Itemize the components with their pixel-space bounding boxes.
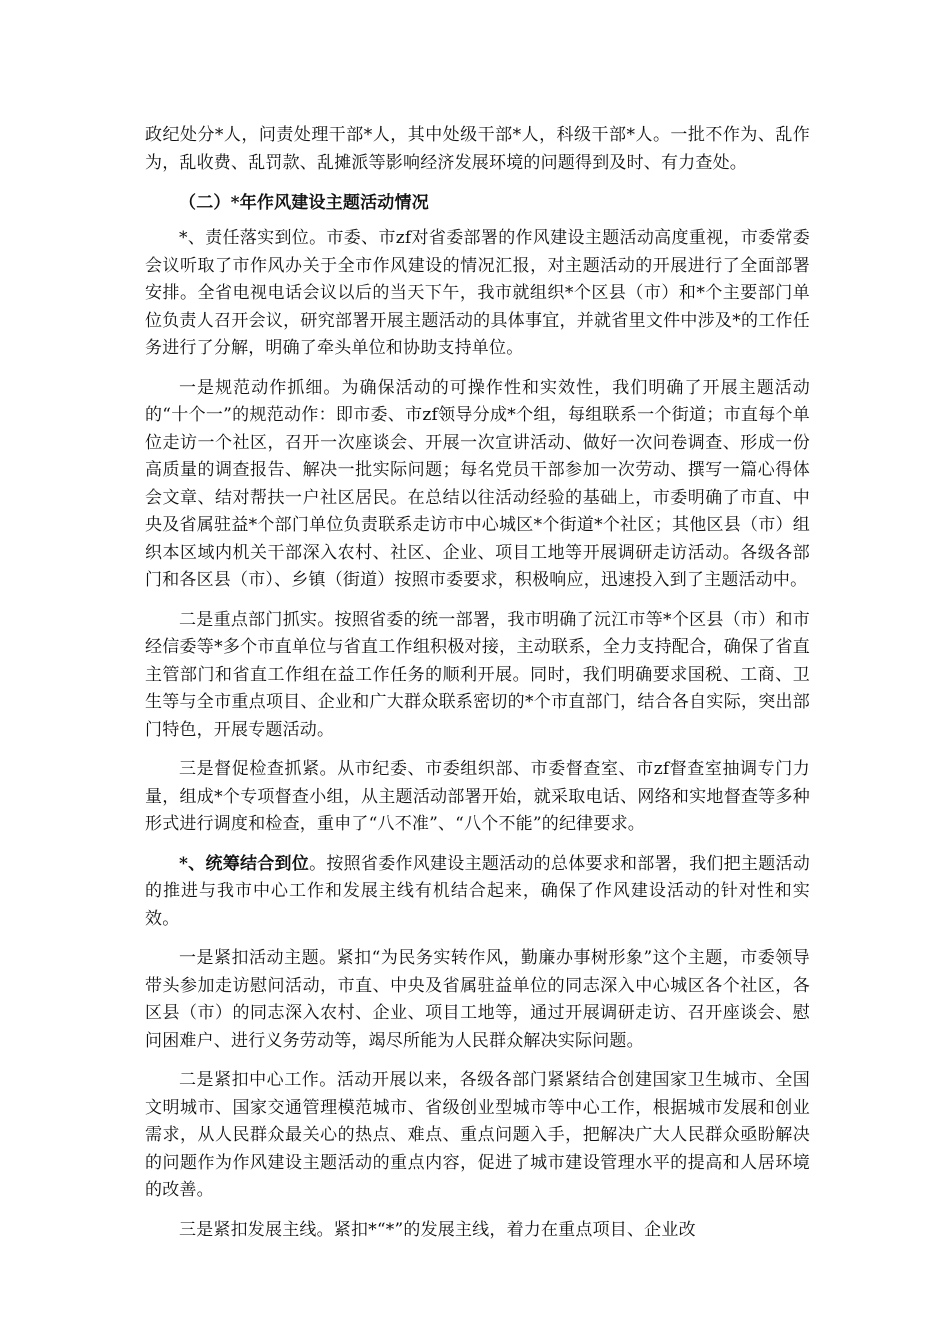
section-heading: （二）*年作风建设主题活动情况 [179, 193, 429, 213]
paragraph-development-mainline: 三是紧扣发展主线。紧扣*“*”的发展主线，着力在重点项目、企业改 [179, 1219, 696, 1240]
paragraph-supervision: 三是督促检查抓紧。从市纪委、市委组织部、市委督查室、市zf督查室抽调专门力量，组成*个专项督查小组，从主题活动部署开始，就采取电话、网络和实地督查等多种形式进行调度和检查，重申了“八不准”、“八个不能”的纪律要求。 [145, 759, 810, 834]
paragraph-coordination [145, 851, 810, 934]
paragraph-central-work: 二是紧扣中心工作。活动开展以来，各级各部门紧紧结合创建国家卫生城市、全国文明城市、国家交通管理模范城市、省级创业型城市等中心工作，根据城市发展和创业需求，从人民群众最关心的热点、难点、重点问题入手，把解决广大人民群众亟盼解决的问题作为作风建设主题活动的重点内容，促进了城市建设管理水平的提高和人居环境的改善。 [145, 1070, 810, 1200]
paragraph-activity-theme: 一是紧扣活动主题。紧扣“为民务实转作风，勤廉办事树形象”这个主题，市委领导带头参加走访慰问活动，市直、中央及省属驻益单位的同志深入中心城区各个社区，各区县（市）的同志深入农村、企业、项目工地等，通过开展调研走访、召开座谈会、慰问困难户、进行义务劳动等，竭尽所能为人民群众解决实际问题。 [145, 948, 810, 1051]
paragraph-coordination-lead: *、统筹结合到位 [179, 853, 310, 874]
document-page [145, 122, 810, 1256]
paragraph-standard-actions: 一是规范动作抓细。为确保活动的可操作性和实效性，我们明确了开展主题活动的“十个一”的规范动作：即市委、市zf领导分成*个组，每组联系一个街道；市直每个单位走访一个社区，召开一次座谈会、开展一次宣讲活动、做好一次问卷调查、形成一份高质量的调查报告、解决一批实际问题；每名党员干部参加一次劳动、撰写一篇心得体会文章、结对帮扶一户社区居民。在总结以往活动经验的基础上，市委明确了市直、中央及省属驻益*个部门单位负责联系走访市中心城区*个街道*个社区；其他区县（市）组织本区域内机关干部深入农村、社区、企业、项目工地等开展调研走访活动。各级各部门和各区县（市）、乡镇（街道）按照市委要求，积极响应，迅速投入到了主题活动中。 [145, 377, 810, 590]
paragraph-discipline-summary: 政纪处分*人，问责处理干部*人，其中处级干部*人，科级干部*人。一批不作为、乱作为，乱收费、乱罚款、乱摊派等影响经济发展环境的问题得到及时、有力查处。 [145, 125, 810, 173]
paragraph-coordination-body: 。按照省委作风建设主题活动的总体要求和部署，我们把主题活动的推进与我市中心工作和发展主线有机结合起来，确保了作风建设活动的针对性和实效。 [145, 853, 810, 929]
paragraph-responsibility: *、责任落实到位。市委、市zf对省委部署的作风建设主题活动高度重视，市委常委会议听取了市作风办关于全市作风建设的情况汇报，对主题活动的开展进行了全面部署安排。全省电视电话会议以后的当天下午，我市就组织*个区县（市）和*个主要部门单位负责人召开会议，研究部署开展主题活动的具体事宜，并就省里文件中涉及*的工作任务进行了分解，明确了牵头单位和协助支持单位。 [145, 228, 810, 358]
paragraph-key-departments: 二是重点部门抓实。按照省委的统一部署，我市明确了沅江市等*个区县（市）和市经信委等*多个市直单位与省直工作组积极对接，主动联系，全力支持配合，确保了省直主管部门和省直工作组在益工作任务的顺利开展。同时，我们明确要求国税、工商、卫生等与全市重点项目、企业和广大群众联系密切的*个市直部门，结合各自实际，突出部门特色，开展专题活动。 [145, 609, 810, 740]
